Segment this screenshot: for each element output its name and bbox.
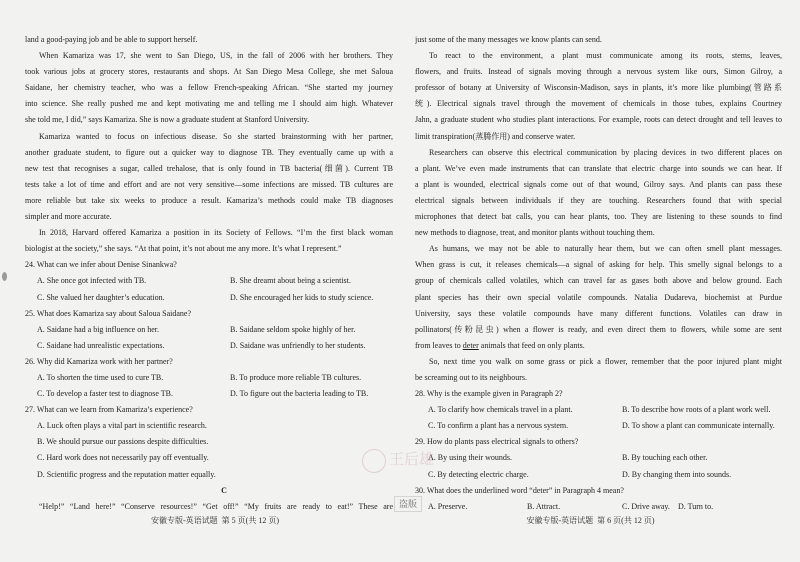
- passage-line: In 2018, Harvard offered Kamariza a position in its Society of Fellows. “I’m the first black woman: [39, 228, 393, 238]
- passage-line: land a good-paying job and be able to support herself.: [25, 35, 198, 44]
- passage-line: When grass is cut, it releases chemicals—a signal of asking for help. This smelly signal belongs to a: [415, 260, 782, 270]
- passage-line: Jahn, a graduate student who studies plant interactions. For example, roots can detect drought and tell leaves to: [415, 115, 782, 125]
- passage-line: Researchers can observe this electrical communication by placing devices in two different places on: [429, 147, 782, 157]
- passage-line: took various jobs at grocery stores, restaurants and shops. At San Diego Mesa College, she met Saloua: [25, 67, 393, 77]
- question-stem: 28. Why is the example given in Paragraph 2?: [415, 389, 563, 399]
- answer-option: B. Attract.: [527, 501, 561, 511]
- passage-line: into science. She really pushed me and kept motivating me and telling me I should aim high. Whatever: [25, 99, 393, 109]
- watermark-logo-icon: [362, 449, 386, 473]
- passage-line: new methods to diagnose, treat, and monitor plants without touching them.: [415, 228, 655, 238]
- passage-line: electrical signals between individuals if they are touching. Researchers found that with special: [415, 195, 782, 205]
- answer-option: A. To shorten the time used to cure TB.: [37, 372, 164, 382]
- answer-option: A. Luck often plays a vital part in scientific research.: [37, 421, 207, 431]
- passage-line: another graduate student, to figure out a quicker way to diagnose TB. They eventually came up with a: [25, 147, 393, 157]
- options-row: [415, 418, 782, 434]
- answer-option: C. Saidane had unrealistic expectations.: [37, 340, 165, 350]
- answer-option: B. To produce more reliable TB cultures.: [230, 372, 362, 382]
- options-row: [25, 322, 393, 338]
- options-row: [25, 273, 393, 289]
- passage-line: When Kamariza was 17, she went to San Diego, US, in the fall of 2006 with her brothers. They: [39, 51, 393, 61]
- watermark-text: 王后雄: [389, 452, 435, 468]
- passage-line: Saidane, her chemistry teacher, who was a fellow French-speaking African. “She started my journey: [25, 83, 393, 93]
- options-row: [25, 290, 393, 306]
- page-footer: 安徽专版-英语试题 第 5 页(共 12 页): [151, 516, 279, 525]
- passage-line: a plant is wounded, electrical signals come out of that wound, Gilroy says. And plants can pass these: [415, 179, 782, 189]
- page-5-column: [25, 32, 393, 515]
- answer-option: C. Drive away.: [622, 501, 670, 511]
- options-row: [415, 450, 782, 466]
- answer-option: C. She valued her daughter’s education.: [37, 292, 165, 302]
- page-6-column: [415, 32, 782, 515]
- options-row: [415, 402, 782, 418]
- answer-option: D. Saidane was unfriendly to her students.: [230, 340, 366, 350]
- passage-line: “Help!” “Land here!” “Conserve resources!” “Get off!” “My fruits are ready to eat!” These are: [39, 501, 393, 511]
- passage-text: from leaves to: [415, 340, 463, 350]
- passage-line: pollinators(传粉昆虫) when a flower is ready, and even direct them to flowers, while some are sent: [415, 324, 782, 334]
- passage-line: University, says these volatile compounds have many different functions. Volatiles can draw in: [415, 308, 782, 318]
- answer-option: C. By detecting electric charge.: [428, 469, 529, 479]
- answer-option: D. By changing them into sounds.: [622, 469, 732, 479]
- passage-line: more reliable but take six weeks to produce a result. Kamariza’s methods could make TB diagnoses: [25, 195, 393, 205]
- answer-option: D. To show a plant can communicate internally.: [622, 421, 775, 431]
- section-heading: C: [221, 485, 227, 495]
- answer-option: A. Saidane had a big influence on her.: [37, 324, 159, 334]
- options-row: [25, 386, 393, 402]
- answer-option: A. She once got infected with TB.: [37, 276, 147, 286]
- answer-option: B. To describe how roots of a plant work well.: [622, 405, 771, 415]
- options-row: [25, 370, 393, 386]
- passage-line: Kamariza wanted to focus on infectious disease. So she started brainstorming with her partner,: [39, 131, 393, 141]
- answer-option: A. By using their wounds.: [428, 453, 512, 463]
- question-stem: 30. What does the underlined word “deter” in Paragraph 4 mean?: [415, 485, 624, 495]
- passage-line: be screaming out to its neighbours.: [415, 372, 527, 382]
- passage-line: limit transpiration(蒸腾作用) and conserve water.: [415, 131, 576, 141]
- passage-line: As humans, we may not be able to naturally hear them, but we can often smell plant messages.: [429, 244, 782, 254]
- passage-line: tests take a lot of time and effort and are not very sensitive—some infections are missed. TB cultures are: [25, 179, 393, 189]
- answer-option: B. She dreamt about being a scientist.: [230, 276, 351, 286]
- question-stem: 24. What can we infer about Denise Sinankwa?: [25, 260, 177, 270]
- underlined-word: deter: [462, 340, 479, 350]
- passage-line: she told me, I did,” says Kamariza. She is now a graduate student at Stanford University.: [25, 115, 310, 125]
- passage-line: flowers, and fruits. Instead of signals moving through a nervous system like ours, Simon Gilroy, a: [415, 67, 782, 77]
- answer-option: B. By touching each other.: [622, 453, 708, 463]
- question-stem: 25. What does Kamariza say about Saloua Saidane?: [25, 308, 192, 318]
- passage-line: professor of botany at University of Wisconsin-Madison, says in plants, it’s more like plumbing(管路系: [415, 83, 782, 93]
- answer-option: D. She encouraged her kids to study science.: [230, 292, 374, 302]
- anti-piracy-stamp: 盗版: [394, 496, 422, 512]
- passage-line: a plant. We’ve even made instruments that can translate that electric charge into sounds we can hear. If: [415, 163, 782, 173]
- passage-line: 统). Electrical signals travel through the movement of chemicals in those tubes, explains Courtney: [415, 99, 782, 109]
- question-stem: 29. How do plants pass electrical signals to others?: [415, 437, 579, 447]
- passage-line: microphones that detect bat calls, you can hear plants, too. They are listening to these sounds to find: [415, 212, 782, 222]
- answer-option: A. To clarify how chemicals travel in a plant.: [428, 405, 573, 415]
- binding-hole-mark: [2, 272, 7, 281]
- answer-option: D. Scientific progress and the reputation matter equally.: [37, 469, 216, 479]
- passage-line: group of chemicals called volatiles, which can travel far as gases both above and below ground. Each: [415, 276, 782, 286]
- passage-line: So, next time you walk on some grass or pick a flower, remember that the poor injured plant might: [429, 356, 782, 366]
- passage-line: new test that recognises a sugar, called trehalose, that is only found in TB bacteria(细菌). Current TB: [25, 163, 393, 173]
- options-row: [415, 499, 782, 515]
- answer-option: B. Saidane seldom spoke highly of her.: [230, 324, 356, 334]
- passage-line: simpler and more accurate.: [25, 212, 112, 222]
- passage-line: [415, 338, 782, 354]
- options-row: [415, 467, 782, 483]
- passage-line: just some of the many messages we know plants can send.: [415, 35, 602, 44]
- passage-line: plant species has their own special volatile compounds. Natalia Dudareva, biochemist at Purdue: [415, 292, 782, 302]
- answer-option: D. Turn to.: [678, 501, 714, 511]
- answer-option: D. To figure out the bacteria leading to TB.: [230, 389, 369, 399]
- question-stem: 26. Why did Kamariza work with her partner?: [25, 356, 173, 366]
- passage-line: biologist at the society,” she says. “At that point, it’s not about me any more. It’s what I represent.”: [25, 244, 342, 254]
- answer-option: C. To develop a faster test to diagnose TB.: [37, 389, 174, 399]
- question-stem: 27. What can we learn from Kamariza’s experience?: [25, 405, 193, 415]
- passage-text: animals that feed on only plants.: [478, 340, 585, 350]
- passage-line: To react to the environment, a plant must communicate among its roots, stems, leaves,: [429, 51, 782, 61]
- page-footer: 安徽专版-英语试题 第 6 页(共 12 页): [526, 516, 655, 525]
- answer-option: C. To confirm a plant has a nervous system.: [428, 421, 569, 431]
- answer-option: C. Hard work does not necessarily pay off eventually.: [37, 453, 209, 463]
- answer-option: B. We should pursue our passions despite difficulties.: [37, 437, 209, 447]
- options-row: [25, 338, 393, 354]
- answer-option: A. Preserve.: [428, 501, 468, 511]
